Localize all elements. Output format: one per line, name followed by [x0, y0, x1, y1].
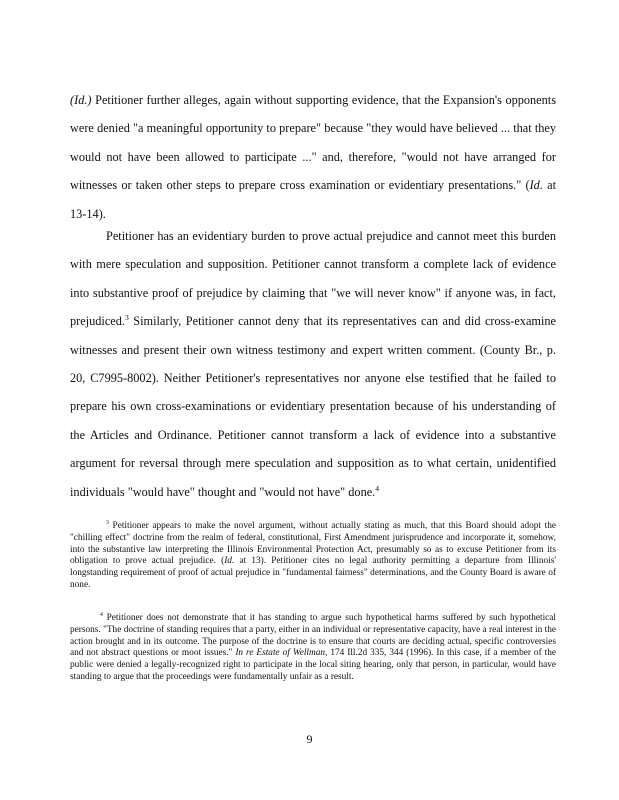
footnote-ref-4[interactable]: 4	[375, 483, 380, 493]
footnote-3-text-b: at 13). Petitioner cites no legal authority permitting a departure from Illinois' longstanding requirement of proof of actual prejudice in "fundamental fairness" determinations, and the County Board is aware of none.	[70, 556, 557, 590]
paragraph-1-text: Petitioner further alleges, again without supporting evidence, that the Expansion's opponents were denied "a meaningful opportunity to prepare" because "they would have believed ... that they would not have been allowed to participate ..." and, therefore, "would not have arranged for witnesses or taken other steps to prepare cross examination or evidentiary presentations." (	[70, 93, 556, 193]
page-number: 9	[306, 732, 313, 746]
paragraph-2-text-a: Petitioner has an evidentiary burden to prove actual prejudice and cannot meet this burden with mere speculation and supposition. Petitioner cannot transform a complete lack of evidence into substantive proof of prejudice by claiming that "we will never know" if anyone was, in fact, prejudiced.	[70, 229, 556, 329]
paragraph-1	[70, 86, 556, 228]
paragraph-2-text-b: Similarly, Petitioner cannot deny that its representatives can and did cross-examine witnesses and present their own witness testimony and expert written comment. (County Br., p. 20, C7995-8002). Neither Petitioner's representatives nor anyone else testified that he failed to prepare his own cross-examinations or evidentiary presentation because of his understanding of the Articles and Ordinance. Petitioner cannot transform a lack of evidence into a substantive argument for reversal through mere speculation and supposition as to what certain, unidentified individuals "would have" thought and "would not have" done.	[70, 314, 556, 499]
footnote-4-text-b: , 174 Ill.2d 335, 344 (1996). In this case, if a member of the public were denied a legally-recognized right to participate in the local siting hearing, only that person, in particular, would have standing to argue that the proceedings were fundamentally unfair as a result.	[70, 648, 557, 682]
id-citation: Id.	[224, 556, 235, 567]
footnote-3	[70, 521, 556, 592]
footnote-4	[70, 613, 556, 684]
footnote-number: 3	[106, 519, 109, 526]
paragraph-2	[70, 222, 556, 506]
id-citation: Id.	[529, 178, 543, 193]
footnote-number: 4	[100, 611, 103, 618]
footnote-3-text-a: Petitioner appears to make the novel argument, without actually stating as much, that this Board should adopt the "chilling effect" doctrine from the realm of federal, constitutional, First Amendment jurisprudence and incorporate it, somehow, into the substantive law interpreting the Illinois Environmental Protection Act, presumably so as to excuse Petitioner from its obligation to prove actual prejudice. (	[70, 521, 556, 567]
footnote-ref-3[interactable]: 3	[124, 313, 129, 323]
case-citation: In re Estate of Wellman	[235, 648, 326, 659]
footnote-4-text-a: Petitioner does not demonstrate that it has standing to argue such hypothetical harms suffered by such hypothetical persons. "The doctrine of standing requires that a party, either in an individual or representative capacity, have a real interest in the action brought and in its outcome. The purpose of the doctrine is to ensure that courts are deciding actual, specific controversies and not abstract questions or moot issues."	[70, 613, 556, 659]
paragraph-1-end: at 13-14).	[70, 178, 556, 221]
id-citation: (Id.)	[70, 93, 92, 107]
